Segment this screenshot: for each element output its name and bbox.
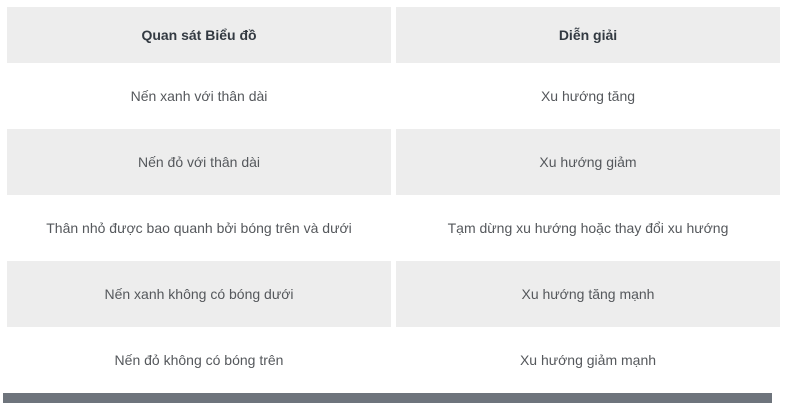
table-header-row	[7, 7, 780, 63]
interpretation-cell: Tạm dừng xu hướng hoặc thay đổi xu hướng	[396, 195, 780, 261]
interpretation-cell: Xu hướng tăng mạnh	[396, 261, 780, 327]
observation-cell: Nến đỏ với thân dài	[7, 129, 391, 195]
candlestick-signals-table	[7, 7, 780, 393]
horizontal-scrollbar-thumb[interactable]	[3, 393, 772, 403]
column-header-observation: Quan sát Biểu đồ	[7, 7, 391, 63]
table-row	[7, 327, 780, 393]
column-header-interpretation: Diễn giải	[396, 7, 780, 63]
table-row	[7, 195, 780, 261]
interpretation-cell: Xu hướng tăng	[396, 63, 780, 129]
observation-cell: Nến xanh với thân dài	[7, 63, 391, 129]
observation-cell: Nến xanh không có bóng dưới	[7, 261, 391, 327]
observation-cell: Nến đỏ không có bóng trên	[7, 327, 391, 393]
interpretation-cell: Xu hướng giảm	[396, 129, 780, 195]
table-row	[7, 261, 780, 327]
interpretation-cell: Xu hướng giảm mạnh	[396, 327, 780, 393]
table-row	[7, 63, 780, 129]
horizontal-scrollbar-track[interactable]	[0, 393, 785, 403]
table-row	[7, 129, 780, 195]
observation-cell: Thân nhỏ được bao quanh bởi bóng trên và dưới	[7, 195, 391, 261]
